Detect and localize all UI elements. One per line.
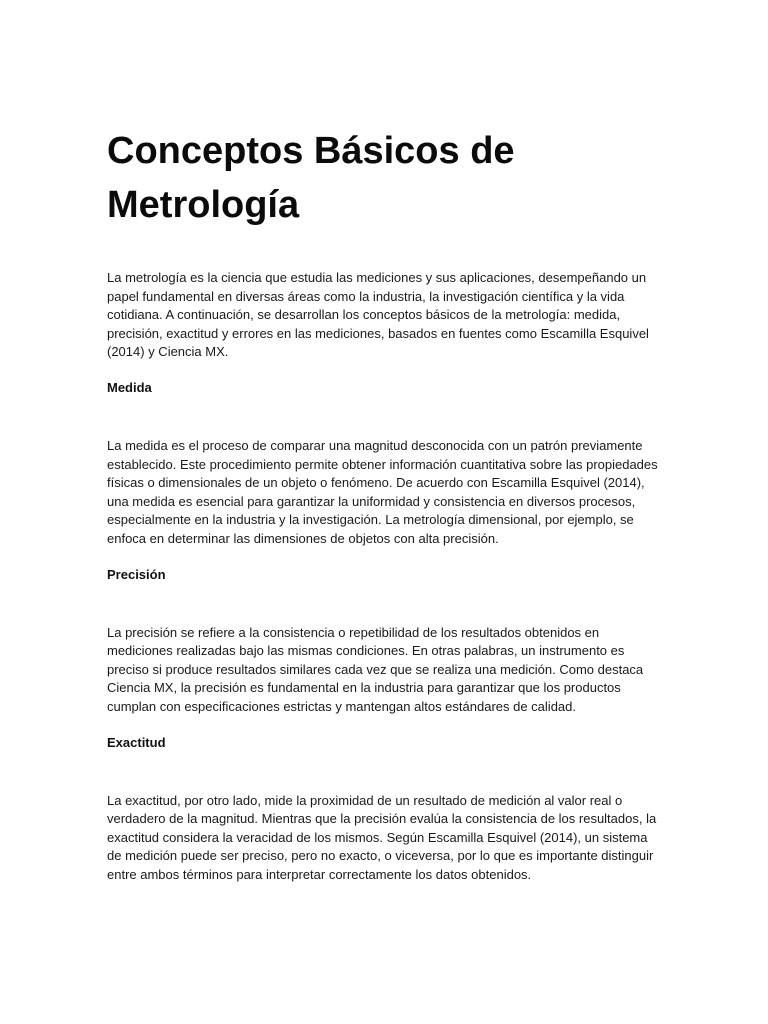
section-heading-exactitud: Exactitud	[107, 734, 166, 750]
intro-paragraph: La metrología es la ciencia que estudia las mediciones y sus aplicaciones, desempeñando un papel fundamental en diversas áreas como la industria, la investigación científica y la vida cotidiana. A continuación, se desarrollan los conceptos básicos de la metrología: medida, precisión, exactitud y errores en las mediciones, basados en fuentes como Escamilla Esquivel (2014) y Ciencia MX.	[107, 270, 649, 360]
section-heading-precision: Precisión	[107, 566, 166, 582]
section-body-precision: La precisión se refiere a la consistencia o repetibilidad de los resultados obtenidos en mediciones realizadas bajo las mismas condiciones. En otras palabras, un instrumento es preciso si produce resultados similares cada vez que se realiza una medición. Como destaca Ciencia MX, la precisión es fundamental en la industria para garantizar que los productos cumplan con especificaciones estrictas y mantengan altos estándares de calidad.	[107, 624, 644, 714]
document-content	[107, 124, 663, 884]
section-precision	[107, 566, 663, 717]
section-body-medida: La medida es el proceso de comparar una magnitud desconocida con un patrón previamente establecido. Este procedimiento permite obtener información cuantitativa sobre las propiedades físicas o dimensionales de un objeto o fenómeno. De acuerdo con Escamilla Esquivel (2014), una medida es esencial para garantizar la uniformidad y consistencia en diversos procesos, especialmente en la industria y la investigación. La metrología dimensional, por ejemplo, se enfoca en determinar las dimensiones de objetos con alta precisión.	[107, 437, 658, 546]
document-title: Conceptos Básicos de Metrología	[107, 130, 515, 226]
section-medida	[107, 379, 663, 549]
section-body-exactitud: La exactitud, por otro lado, mide la proximidad de un resultado de medición al valor real o verdadero de la magnitud. Mientras que la precisión evalúa la consistencia de los resultados, la exactitud considera la veracidad de los mismos. Según Escamilla Esquivel (2014), un sistema de medición puede ser preciso, pero no exacto, o viceversa, por lo que es importante distinguir entre ambos términos para interpretar correctamente los datos obtenidos.	[107, 792, 657, 882]
section-exactitud	[107, 734, 663, 885]
section-heading-medida: Medida	[107, 379, 152, 395]
